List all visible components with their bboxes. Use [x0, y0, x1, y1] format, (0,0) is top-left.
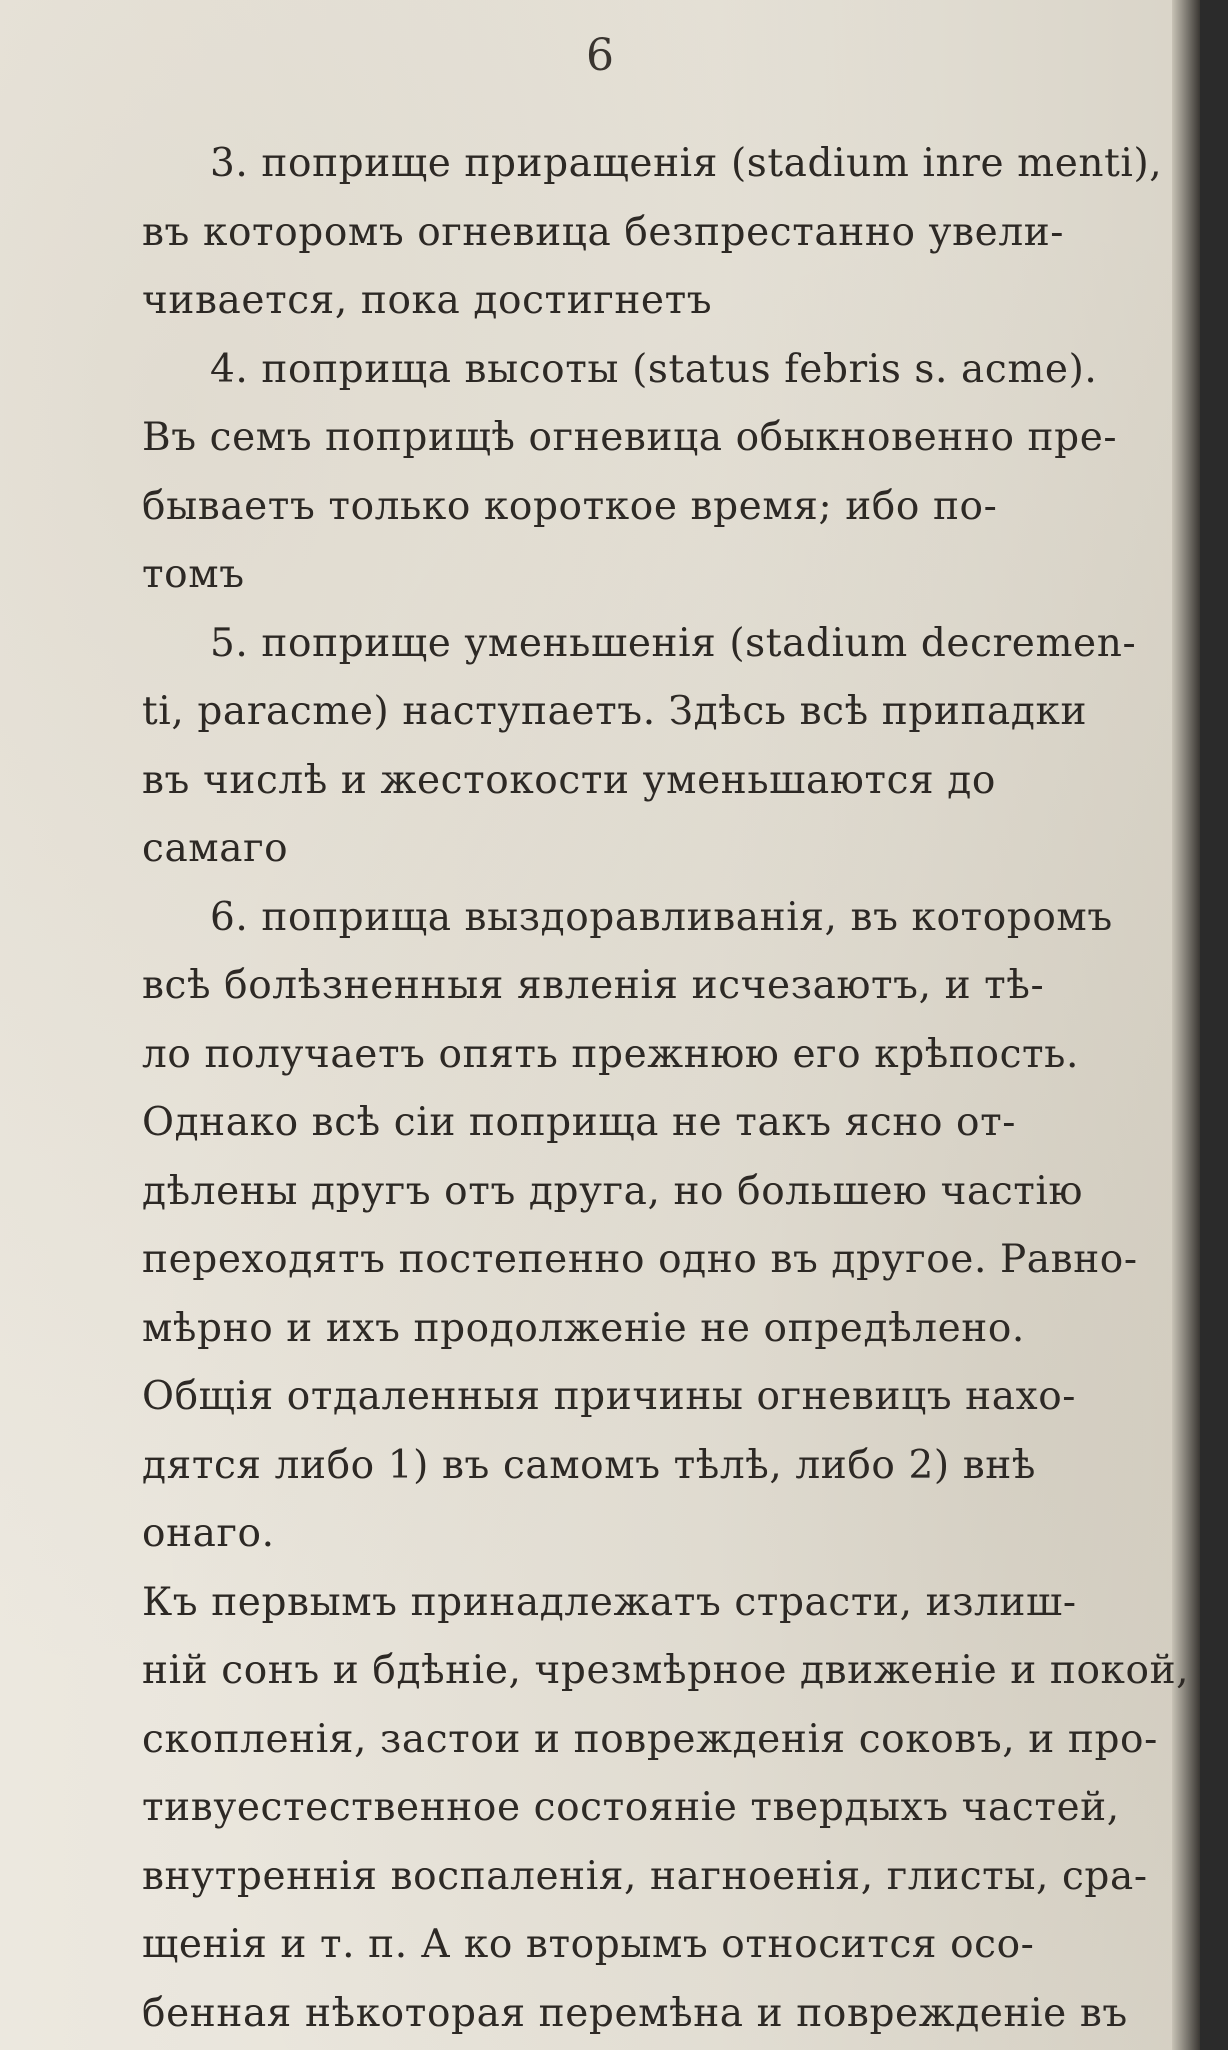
text-line: 4. поприща высоты (status febris s. acme).: [210, 346, 1098, 392]
text-line: ній сонъ и бдѣніе, чрезмѣрное движеніе и покой,: [142, 1648, 1190, 1693]
text-line: щенія и т. п. А ко вторымъ относится осо-: [142, 1922, 1035, 1967]
text-line: дятся либо 1) въ самомъ тѣлѣ, либо 2) внѣ: [142, 1442, 1037, 1488]
text-line: переходятъ постепенно одно въ другое. Равно-: [142, 1237, 1138, 1282]
text-line: онаго.: [142, 1511, 275, 1556]
text-line: Къ первымъ принадлежатъ страсти, излиш-: [142, 1579, 1077, 1625]
body-text: [142, 130, 1197, 2048]
text-line: Въ семъ поприщѣ огневица обыкновенно пре-: [142, 415, 1118, 460]
text-line: чивается, пока достигнетъ: [142, 278, 713, 323]
text-line: ti, paracme) наступаетъ. Здѣсь всѣ припадки: [142, 689, 1088, 734]
text-line: тивуестественное состояніе твердыхъ частей,: [142, 1785, 1120, 1830]
text-line: Однако всѣ сіи поприща не такъ ясно от-: [142, 1100, 1017, 1145]
text-line: дѣлены другъ отъ друга, но большею частію: [142, 1168, 1084, 1214]
text-line: 6. поприща выздоравливанія, въ которомъ: [210, 894, 1113, 940]
text-line: бенная нѣкоторая перемѣна и поврежденіе въ: [142, 1990, 1128, 2036]
text-line: всѣ болѣзненныя явленія исчезаютъ, и тѣ-: [142, 963, 1045, 1008]
text-line: внутреннія воспаленія, нагноенія, глисты, сра-: [142, 1853, 1148, 1899]
page-number: 6: [586, 30, 614, 81]
text-line: скопленія, застои и поврежденія соковъ, и про-: [142, 1716, 1158, 1762]
text-line: Общія отдаленныя причины огневицъ нахо-: [142, 1374, 1077, 1419]
text-line: мѣрно и ихъ продолженіе не опредѣлено.: [142, 1305, 1025, 1351]
text-line: бываетъ только короткое время; ибо по-: [142, 483, 998, 529]
text-line: самаго: [142, 826, 289, 871]
text-line: томъ: [142, 552, 245, 597]
text-line: въ которомъ огневица безпрестанно увели-: [142, 209, 1065, 255]
text-line: въ числѣ и жестокости уменьшаются до: [142, 757, 996, 803]
text-line: ло получаетъ опять прежнюю его крѣпость.: [142, 1031, 1080, 1077]
text-line: 5. поприще уменьшенія (stadium decremen-: [210, 620, 1137, 666]
text-line: 3. поприще приращенія (stadium inre menti),: [210, 141, 1163, 186]
